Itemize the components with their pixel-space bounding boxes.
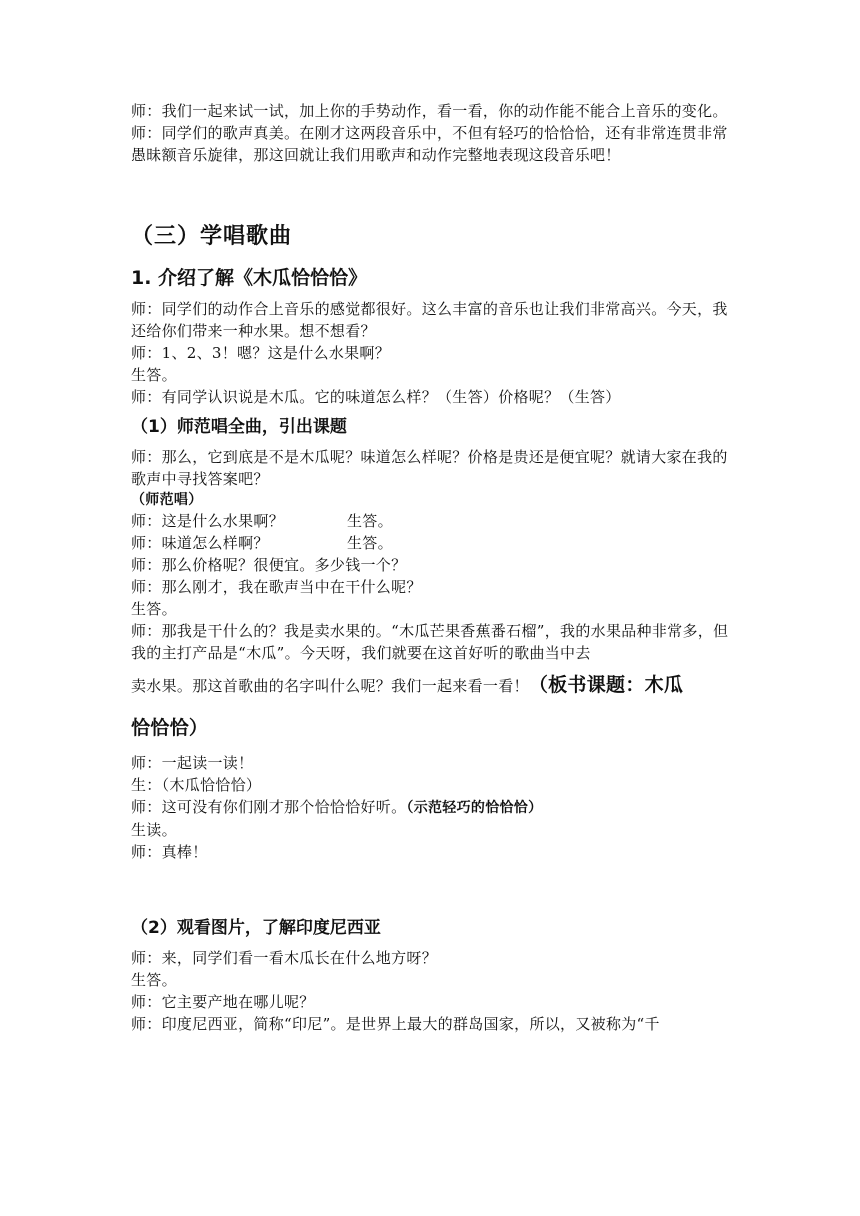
teacher-question: 师：这是什么水果啊？ xyxy=(131,512,285,530)
document-page xyxy=(131,100,735,1035)
paragraph-try-gestures: 师：我们一起来试一试，加上你的手势动作，看一看，你的动作能不能合上音乐的变化。 xyxy=(131,102,728,120)
paragraph-line: 师：那么价格呢？很便宜。多少钱一个？ xyxy=(131,556,407,574)
spacer xyxy=(131,863,735,901)
line-text: 师：这可没有你们刚才那个恰恰恰好听。 xyxy=(131,798,407,816)
teacher-question: 师：味道怎么样啊？ xyxy=(131,534,269,552)
paragraph-line: 师：1、2、3！嗯？这是什么水果啊？ xyxy=(131,344,391,362)
paragraph-line xyxy=(131,796,735,819)
paragraph-line: 师：那么，它到底是不是木瓜呢？味道怎么样呢？价格是贵还是便宜呢？就请大家在我的歌声中寻找答案吧？ xyxy=(131,448,728,488)
dialogue-row xyxy=(131,510,735,532)
paragraph-line: 生答。 xyxy=(131,971,177,989)
paragraph-line: 生：（木瓜恰恰恰） xyxy=(131,776,262,794)
subsection-title: 1. 介绍了解《木瓜恰恰恰》 xyxy=(131,267,368,289)
paragraph-line: 生答。 xyxy=(131,366,177,384)
demo-note: （示范轻巧的恰恰恰） xyxy=(406,800,543,816)
section-title: （三）学唱歌曲 xyxy=(131,224,293,249)
part1-title: （1）师范唱全曲，引出课题 xyxy=(131,417,347,437)
paragraph-line: 师：印度尼西亚，简称“印尼”。是世界上最大的群岛国家，所以，又被称为“千 xyxy=(131,1015,660,1033)
paragraph-fruit-intro: 师：同学们的动作合上音乐的感觉都很好。这么丰富的音乐也让我们非常高兴。今天，我还给你们带来一种水果。想不想看？ xyxy=(131,300,728,340)
line-text: 卖水果。那这首歌曲的名字叫什么呢？我们一起来看一看！ xyxy=(131,677,529,695)
student-answer: 生答。 xyxy=(347,512,393,530)
board-title: （板书课题：木瓜 xyxy=(528,674,684,696)
demo-label: （师范唱） xyxy=(131,492,203,508)
student-answer: 生答。 xyxy=(347,534,393,552)
paragraph-line: 师：那么刚才，我在歌声当中在干什么呢？ xyxy=(131,578,422,596)
paragraph-line: 师：来，同学们看一看木瓜长在什么地方呀？ xyxy=(131,949,438,967)
paragraph-line: 师：有同学认识说是木瓜。它的味道怎么样？（生答）价格呢？（生答） xyxy=(131,388,621,406)
paragraph-line: 生读。 xyxy=(131,821,177,839)
paragraph-line xyxy=(131,707,735,750)
part2-title: （2）观看图片，了解印度尼西亚 xyxy=(131,918,381,938)
paragraph-line: 师：真棒！ xyxy=(131,843,208,861)
paragraph-line: 师：那我是干什么的？我是卖水果的。“木瓜芒果香蕉番石榴”，我的水果品种非常多，但我的主打产品是“木瓜”。今天呀，我们就要在这首好听的歌曲当中去 xyxy=(131,622,729,662)
paragraph-line: 师：一起读一读！ xyxy=(131,754,254,772)
spacer xyxy=(131,166,735,222)
board-title-cont: 恰恰恰） xyxy=(131,717,209,739)
paragraph-singing-praise: 师：同学们的歌声真美。在刚才这两段音乐中，不但有轻巧的恰恰恰，还有非常连贯非常愚昧额音乐旋律，那这回就让我们用歌声和动作完整地表现这段音乐吧！ xyxy=(131,124,728,164)
paragraph-line xyxy=(131,664,735,707)
dialogue-row xyxy=(131,532,735,554)
paragraph-line: 生答。 xyxy=(131,600,177,618)
paragraph-line: 师：它主要产地在哪儿呢？ xyxy=(131,993,315,1011)
